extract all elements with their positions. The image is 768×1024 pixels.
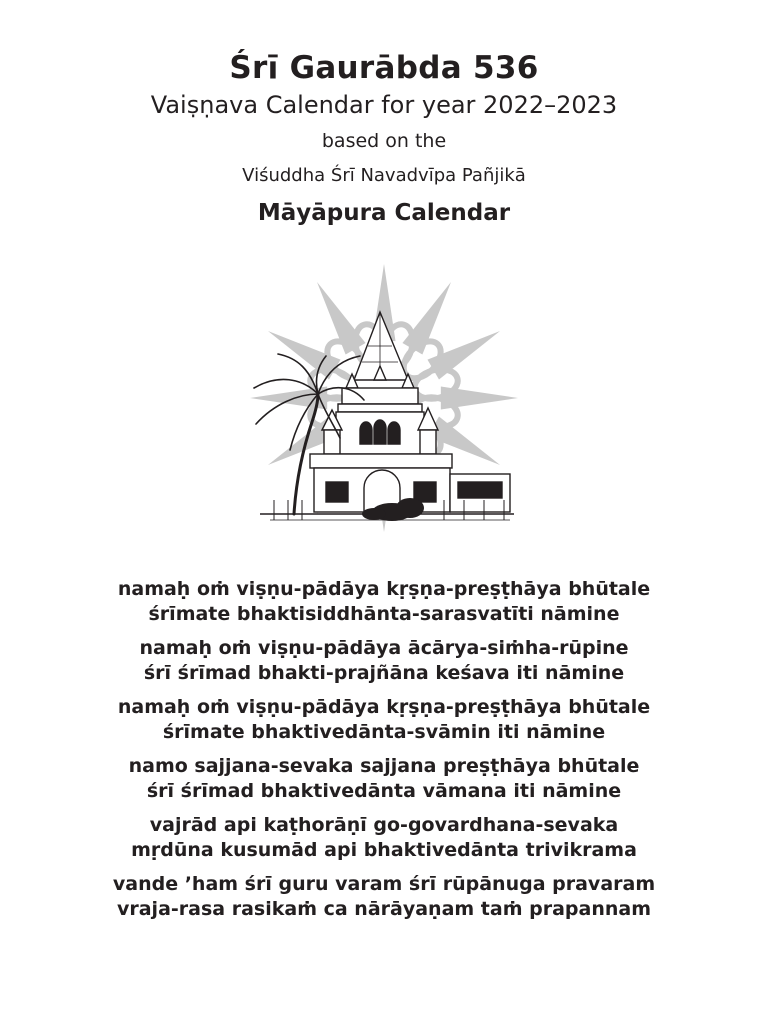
verse-line: vande ’ham śrī guru varam śrī rūpānuga pravaram [112,873,656,895]
verse-line: mṛdūna kusumād api bhaktivedānta trivikrama [131,839,637,861]
verse-line: śrīmate bhaktivedānta-svāmin iti nāmine [162,721,606,743]
verse-line: namaḥ oṁ viṣṇu-pādāya kṛṣṇa-preṣṭhāya bhūtale [117,696,651,718]
verse-line: śrī śrīmad bhakti-prajñāna keśava iti nāmine [143,662,625,684]
verse [0,813,768,863]
verse-line: vraja-rasa rasikaṁ ca nārāyaṇam taṁ prapannam [116,898,652,920]
title-block [0,46,768,230]
verse [0,695,768,745]
page-subtitle: Vaiṣṇava Calendar for year 2022–2023 [150,91,618,119]
verse-line: śrīmate bhaktisiddhānta-sarasvatīti nāmine [148,603,620,625]
verse-line: namaḥ oṁ viṣṇu-pādāya kṛṣṇa-preṣṭhāya bhūtale [117,578,651,600]
verse-line: namo sajjana-sevaka sajjana preṣṭhāya bhūtale [128,755,640,777]
calendar-name: Māyāpura Calendar [257,200,511,226]
verse [0,636,768,686]
verse-line: śrī śrīmad bhaktivedānta vāmana iti nāmine [146,780,622,802]
temple-illustration-icon [214,262,554,557]
based-on-text: based on the [321,130,447,152]
verse-line: vajrād api kaṭhorāṇī go-govardhana-sevaka [149,814,619,836]
verse [0,577,768,627]
verses-block [0,577,768,931]
verse-line: namaḥ oṁ viṣṇu-pādāya ācārya-siṁha-rūpine [139,637,629,659]
panjika-name: Viśuddha Śrī Navadvīpa Pañjikā [242,165,526,186]
page-title: Śrī Gaurābda 536 [229,50,539,86]
verse [0,754,768,804]
verse [0,872,768,922]
